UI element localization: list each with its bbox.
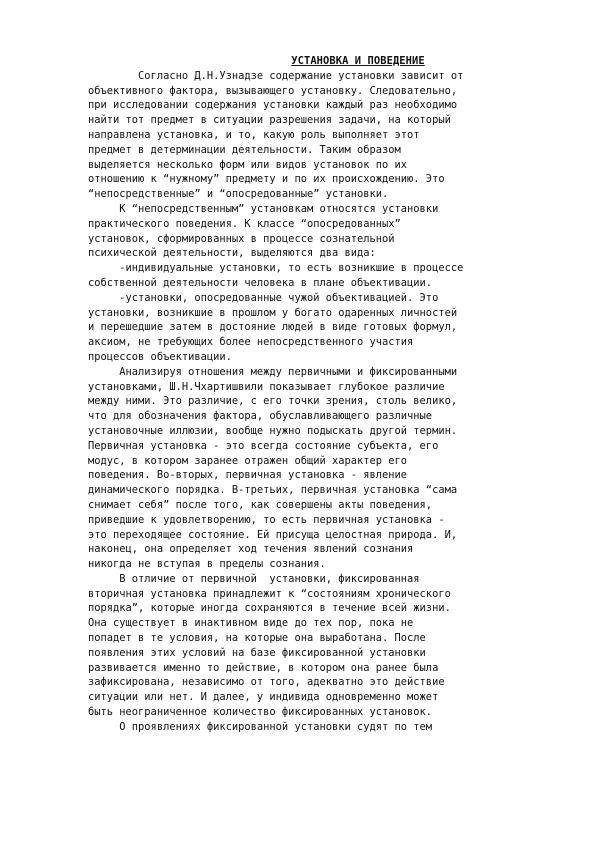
text-line: развивается именно то действие, в котором она ранее была [88, 661, 439, 674]
text-line: -индивидуальные установки, то есть возникшие в процессе [88, 262, 464, 275]
text-line: быть неограниченное количество фиксированных установок. [88, 706, 433, 719]
text-line: ситуации или нет. И далее, у индивида одновременно может [88, 691, 439, 704]
document-body [88, 54, 558, 735]
text-line: аксиом, не требующих более непосредственного участия [88, 336, 414, 349]
text-line: “непосредственные” и “опосредованные” установки. [88, 188, 389, 201]
text-line: порядка”, которые иногда сохраняются в течение всей жизни. [88, 602, 451, 615]
text-line: О проявлениях фиксированной установки судят по тем [88, 720, 433, 733]
text-line: установками, Ш.Н.Чхартишвили показывает глубокое различие [88, 380, 445, 393]
text-line: собственной деятельности человека в плане объективации. [88, 276, 433, 289]
text-line: психической деятельности, выделяются два вида: [88, 247, 376, 260]
text-line: зафиксирована, независимо от того, адекватно это действие [88, 676, 445, 689]
text-line: установок, сформированных в процессе сознательной [88, 232, 395, 245]
text-line: установки, возникшие в прошлом у богато одаренных личностей [88, 306, 458, 319]
text-line: при исследовании содержания установки каждый раз необходимо [88, 99, 458, 112]
document-text [88, 69, 558, 735]
text-line: динамического порядка. В-третьих, первичная установка “сама [88, 484, 458, 497]
text-line: наконец, она определяет ход течения явлений сознания [88, 543, 414, 556]
text-line: Анализируя отношения между первичными и фиксированными [88, 365, 458, 378]
text-line: Она существует в инактивном виде до тех пор, пока не [88, 617, 414, 630]
text-line: это переходящее состояние. Ей присуща целостная природа. И, [88, 528, 458, 541]
document-title: УСТАНОВКА И ПОВЕДЕНИЕ [291, 55, 425, 67]
text-line: процессов объективации. [88, 350, 232, 363]
text-line: отношению к “нужному” предмету и по их происхождению. Это [88, 173, 445, 186]
text-line: установочные иллюзии, вообще нужно подыскать другой термин. [88, 424, 458, 437]
text-line: снимает себя” после того, как совершены акты поведения, [88, 498, 433, 511]
text-line: практического поведения. К классе “опосредованных” [88, 217, 401, 230]
text-line: Согласно Д.Н.Узнадзе содержание установки зависит от [88, 69, 464, 82]
text-line: В отличие от первичной установки, фиксированная [88, 572, 420, 585]
text-line: между ними. Это различие, с его точки зрения, столь велико, [88, 395, 458, 408]
text-line: объективного фактора, вызывающего установку. Следовательно, [88, 84, 458, 97]
text-line: найти тот предмет в ситуации разрешения задачи, на который [88, 114, 451, 127]
text-line: никогда не вступая в пределы сознания. [88, 558, 326, 571]
text-line: вторичная установка принадлежит к “состояниям хронического [88, 587, 451, 600]
text-line: и перешедшие затем в достояние людей в виде готовых формул, [88, 321, 458, 334]
text-line: -установки, опосредованные чужой объективацией. Это [88, 291, 439, 304]
text-line: направлена установка, и то, какую роль выполняет этот [88, 128, 420, 141]
text-line: что для обозначения фактора, обуславливающего различные [88, 410, 433, 423]
text-line: поведения. Во-вторых, первичная установка - явление [88, 469, 408, 482]
text-line: К “непосредственным” установкам относятся установки [88, 202, 439, 215]
text-line: приведшие к удовлетворению, то есть первичная установка - [88, 513, 445, 526]
text-line: модус, в котором заранее отражен общий характер его [88, 454, 408, 467]
text-line: попадет в те условия, на которые она выработана. После [88, 632, 426, 645]
text-line: предмет в детерминации деятельности. Таким образом [88, 143, 401, 156]
text-line: выделяется несколько форм или видов установок по их [88, 158, 408, 171]
text-line: Первичная установка - это всегда состояние субъекта, его [88, 439, 439, 452]
text-line: появления этих условий на базе фиксированной установки [88, 646, 426, 659]
